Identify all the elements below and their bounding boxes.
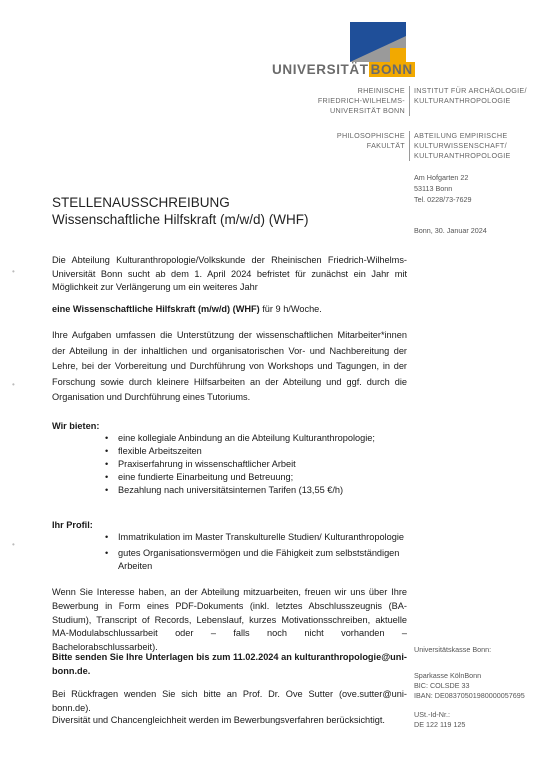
list-item: • flexible Arbeitszeiten bbox=[105, 445, 405, 458]
institute-line: INSTITUT FÜR ARCHÄOLOGIE/ bbox=[414, 86, 527, 95]
bank-line: IBAN: DE08370501980000057695 bbox=[414, 691, 525, 700]
faculty-line: PHILOSOPHISCHE bbox=[336, 131, 405, 140]
letter-date: Bonn, 30. Januar 2024 bbox=[414, 226, 487, 235]
vat-label: USt.-Id-Nr.: bbox=[414, 710, 450, 719]
address-block bbox=[414, 172, 472, 205]
list-item: • Bezahlung nach universitätsinternen Tarifen (13,55 €/h) bbox=[105, 484, 405, 497]
university-line: UNIVERSITÄT BONN bbox=[330, 106, 405, 115]
list-item: • Praxiserfahrung in wissenschaftlicher Arbeit bbox=[105, 458, 405, 471]
list-item: • eine fundierte Einarbeitung und Betreuung; bbox=[105, 471, 405, 484]
bank-line: Sparkasse KölnBonn bbox=[414, 671, 482, 680]
department-line: KULTURWISSENSCHAFT/ bbox=[414, 141, 507, 150]
university-line: FRIEDRICH-WILHELMS- bbox=[317, 96, 405, 105]
document-title: STELLENAUSSCHREIBUNG bbox=[52, 195, 230, 210]
position-line bbox=[52, 303, 407, 317]
vat-block bbox=[414, 710, 465, 730]
address-line: Tel. 0228/73-7629 bbox=[414, 195, 472, 204]
bank-label: Universitätskasse Bonn: bbox=[414, 645, 492, 654]
position-title: eine Wissenschaftliche Hilfskraft (m/w/d) (WHF) bbox=[52, 304, 260, 314]
university-line: RHEINISCHE bbox=[357, 86, 405, 95]
application-paragraph: Wenn Sie Interesse haben, an der Abteilung mitzuarbeiten, freuen wir uns über Ihre Bewerbung in Form eines PDF-Dokuments (inkl. letztes Abschlusszeugnis (BA-Studium), Transcript of Records, Lebenslauf, kurzes Motivationsschreiben, aktuelle MA-Modulabschlussarbeit oder – falls noch nicht vorhanden – Bachelorabschlussarbeit). bbox=[52, 587, 407, 653]
university-logo-graphic bbox=[350, 22, 406, 62]
header-divider bbox=[409, 86, 410, 116]
department-line: KULTURANTHROPOLOGIE bbox=[414, 151, 511, 160]
department-line: ABTEILUNG EMPIRISCHE bbox=[414, 131, 508, 140]
intro-paragraph: Die Abteilung Kulturanthropologie/Volkskunde der Rheinischen Friedrich-Wilhelms-Universität Bonn sucht ab dem 1. April 2024 befristet für zunächst ein Jahr mit Möglichkeit zur Verlängerung um ein weiteres Jahr bbox=[52, 255, 407, 292]
bank-details bbox=[414, 671, 525, 701]
document-subtitle: Wissenschaftliche Hilfskraft (m/w/d) (WHF) bbox=[52, 212, 309, 227]
list-item: • Immatrikulation im Master Transkulturelle Studien/ Kulturanthropologie bbox=[105, 531, 405, 544]
university-name bbox=[318, 86, 405, 116]
faculty-name bbox=[337, 131, 405, 151]
logo-word-main: UNIVERSITÄT bbox=[272, 62, 369, 77]
profile-heading: Ihr Profil: bbox=[52, 520, 93, 530]
logo-word-bonn: BONN bbox=[370, 62, 413, 77]
header-divider bbox=[409, 131, 410, 161]
deadline-paragraph: Bitte senden Sie Ihre Unterlagen bis zum 11.02.2024 an kulturanthropologie@uni-bonn.de. bbox=[52, 652, 407, 676]
tasks-paragraph: Ihre Aufgaben umfassen die Unterstützung der wissenschaftlichen Mitarbeiter*innen der Abteilung in der inhaltlichen und organisatorischen Vor- und Nachbereitung der Lehre, bei der Vorbereitung und Durchführung von Workshops und Tagungen, in der Forschung sowie durch kleinere Hilfsarbeiten an der Abteilung und ggf. durch die Organisation und Durchführung eines Tutoriums. bbox=[52, 330, 407, 402]
bank-line: BIC: COLSDE 33 bbox=[414, 681, 470, 690]
margin-mark: • bbox=[12, 380, 15, 389]
department-name bbox=[414, 131, 511, 161]
diversity-statement: Diversität und Chancengleichheit werden im Bewerbungsverfahren berücksichtigt. bbox=[52, 715, 385, 725]
profile-list bbox=[105, 531, 405, 573]
offer-heading: Wir bieten: bbox=[52, 421, 100, 431]
faculty-line: FAKULTÄT bbox=[366, 141, 405, 150]
address-line: Am Hofgarten 22 bbox=[414, 173, 469, 182]
margin-mark: • bbox=[12, 540, 15, 549]
list-item: • eine kollegiale Anbindung an die Abteilung Kulturanthropologie; bbox=[105, 432, 405, 445]
institute-name bbox=[414, 86, 527, 106]
institute-line: KULTURANTHROPOLOGIE bbox=[414, 96, 511, 105]
position-hours: für 9 h/Woche. bbox=[259, 304, 322, 314]
university-logo-wordmark bbox=[272, 62, 415, 77]
offer-list bbox=[105, 432, 405, 497]
contact-paragraph: Bei Rückfragen wenden Sie sich bitte an Prof. Dr. Ove Sutter (ove.sutter@uni-bonn.de). bbox=[52, 689, 407, 713]
margin-mark: • bbox=[12, 267, 15, 276]
vat-number: DE 122 119 125 bbox=[414, 720, 466, 729]
list-item: • gutes Organisationsvermögen und die Fähigkeit zum selbstständigen Arbeiten bbox=[105, 547, 405, 573]
address-line: 53113 Bonn bbox=[414, 184, 453, 193]
